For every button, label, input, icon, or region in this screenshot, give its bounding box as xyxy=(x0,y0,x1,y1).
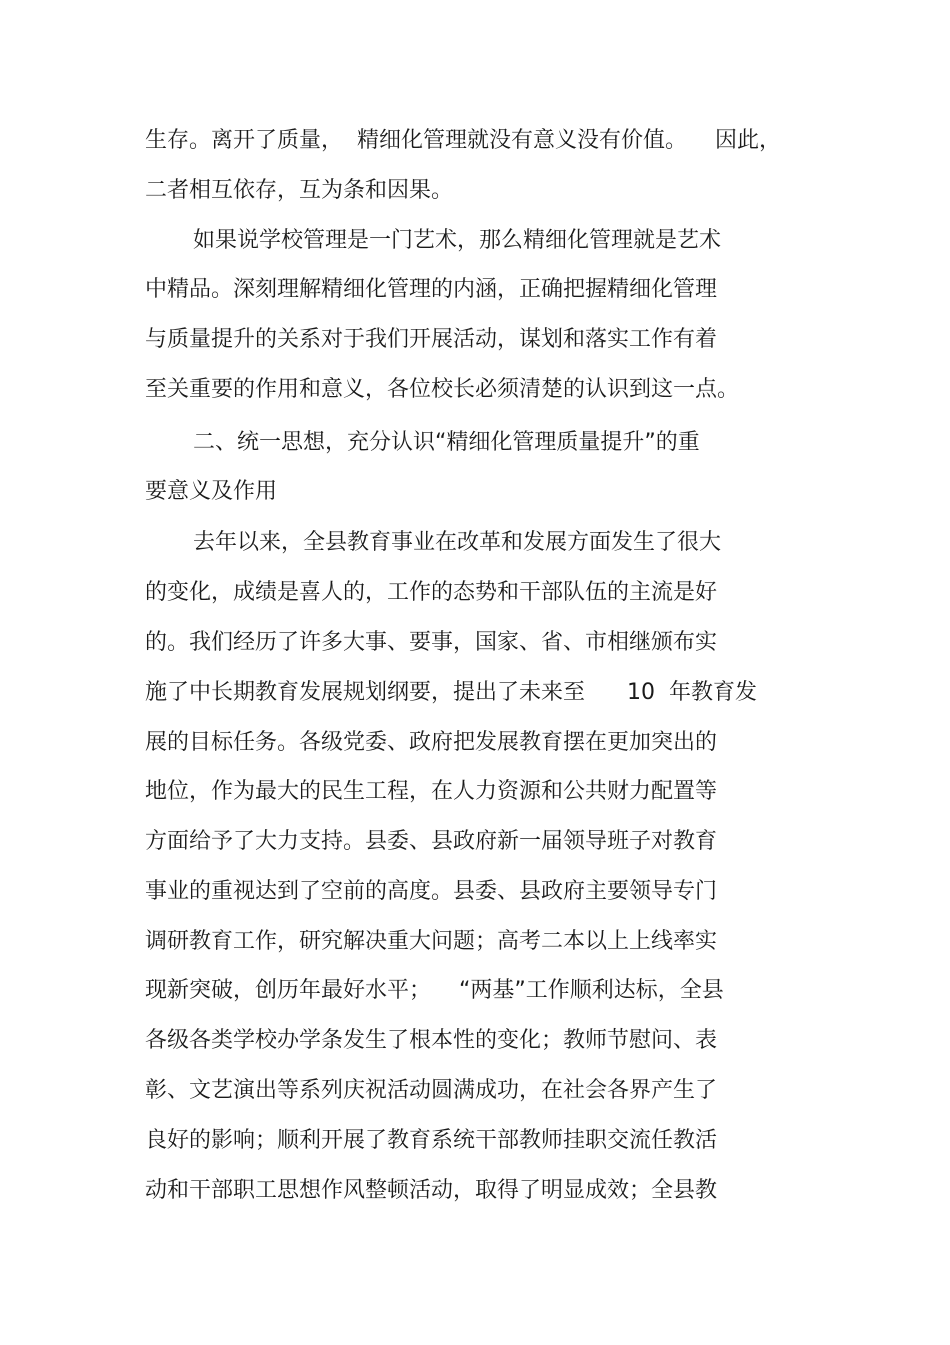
text-line: 的。我们经历了许多大事、要事，国家、省、市相继颁布实 xyxy=(145,630,718,655)
text-line: 的变化，成绩是喜人的，工作的态势和干部队伍的主流是好 xyxy=(145,580,718,605)
text-line: 动和干部职工思想作风整顿活动，取得了明显成效；全县教 xyxy=(145,1178,718,1203)
text-line: 调研教育工作，研究解决重大问题；高考二本以上上线率实 xyxy=(145,929,718,954)
text-line: 施了中长期教育发展规划纲要，提出了未来至 10 年教育发 xyxy=(145,680,757,705)
text-line: 至关重要的作用和意义，各位校长必须清楚的认识到这一点。 xyxy=(145,377,740,402)
section-heading-continued: 要意义及作用 xyxy=(145,479,278,504)
section-heading: 二、统一思想，充分认识“精细化管理质量提升”的重 xyxy=(193,430,700,455)
paragraph-first-line: 去年以来，全县教育事业在改革和发展方面发生了很大 xyxy=(193,530,722,555)
text-line: 良好的影响；顺利开展了教育系统干部教师挂职交流任教活 xyxy=(145,1128,718,1153)
text-line: 生存。离开了质量， 精细化管理就没有意义没有价值。 因此， xyxy=(145,128,781,153)
text-line: 展的目标任务。各级党委、政府把发展教育摆在更加突出的 xyxy=(145,730,718,755)
paragraph-first-line: 如果说学校管理是一门艺术，那么精细化管理就是艺术 xyxy=(193,228,722,253)
text-line: 二者相互依存，互为条和因果。 xyxy=(145,178,454,203)
text-line: 事业的重视达到了空前的高度。县委、县政府主要领导专门 xyxy=(145,879,718,904)
text-line: 各级各类学校办学条发生了根本性的变化；教师节慰问、表 xyxy=(145,1028,718,1053)
text-line: 现新突破，创历年最好水平； “两基”工作顺利达标，全县 xyxy=(145,978,724,1003)
text-line: 与质量提升的关系对于我们开展活动，谋划和落实工作有着 xyxy=(145,327,718,352)
text-line: 中精品。深刻理解精细化管理的内涵，正确把握精细化管理 xyxy=(145,277,718,302)
text-line: 彰、文艺演出等系列庆祝活动圆满成功，在社会各界产生了 xyxy=(145,1078,718,1103)
text-line: 方面给予了大力支持。县委、县政府新一届领导班子对教育 xyxy=(145,829,718,854)
text-line: 地位，作为最大的民生工程，在人力资源和公共财力配置等 xyxy=(145,779,718,804)
